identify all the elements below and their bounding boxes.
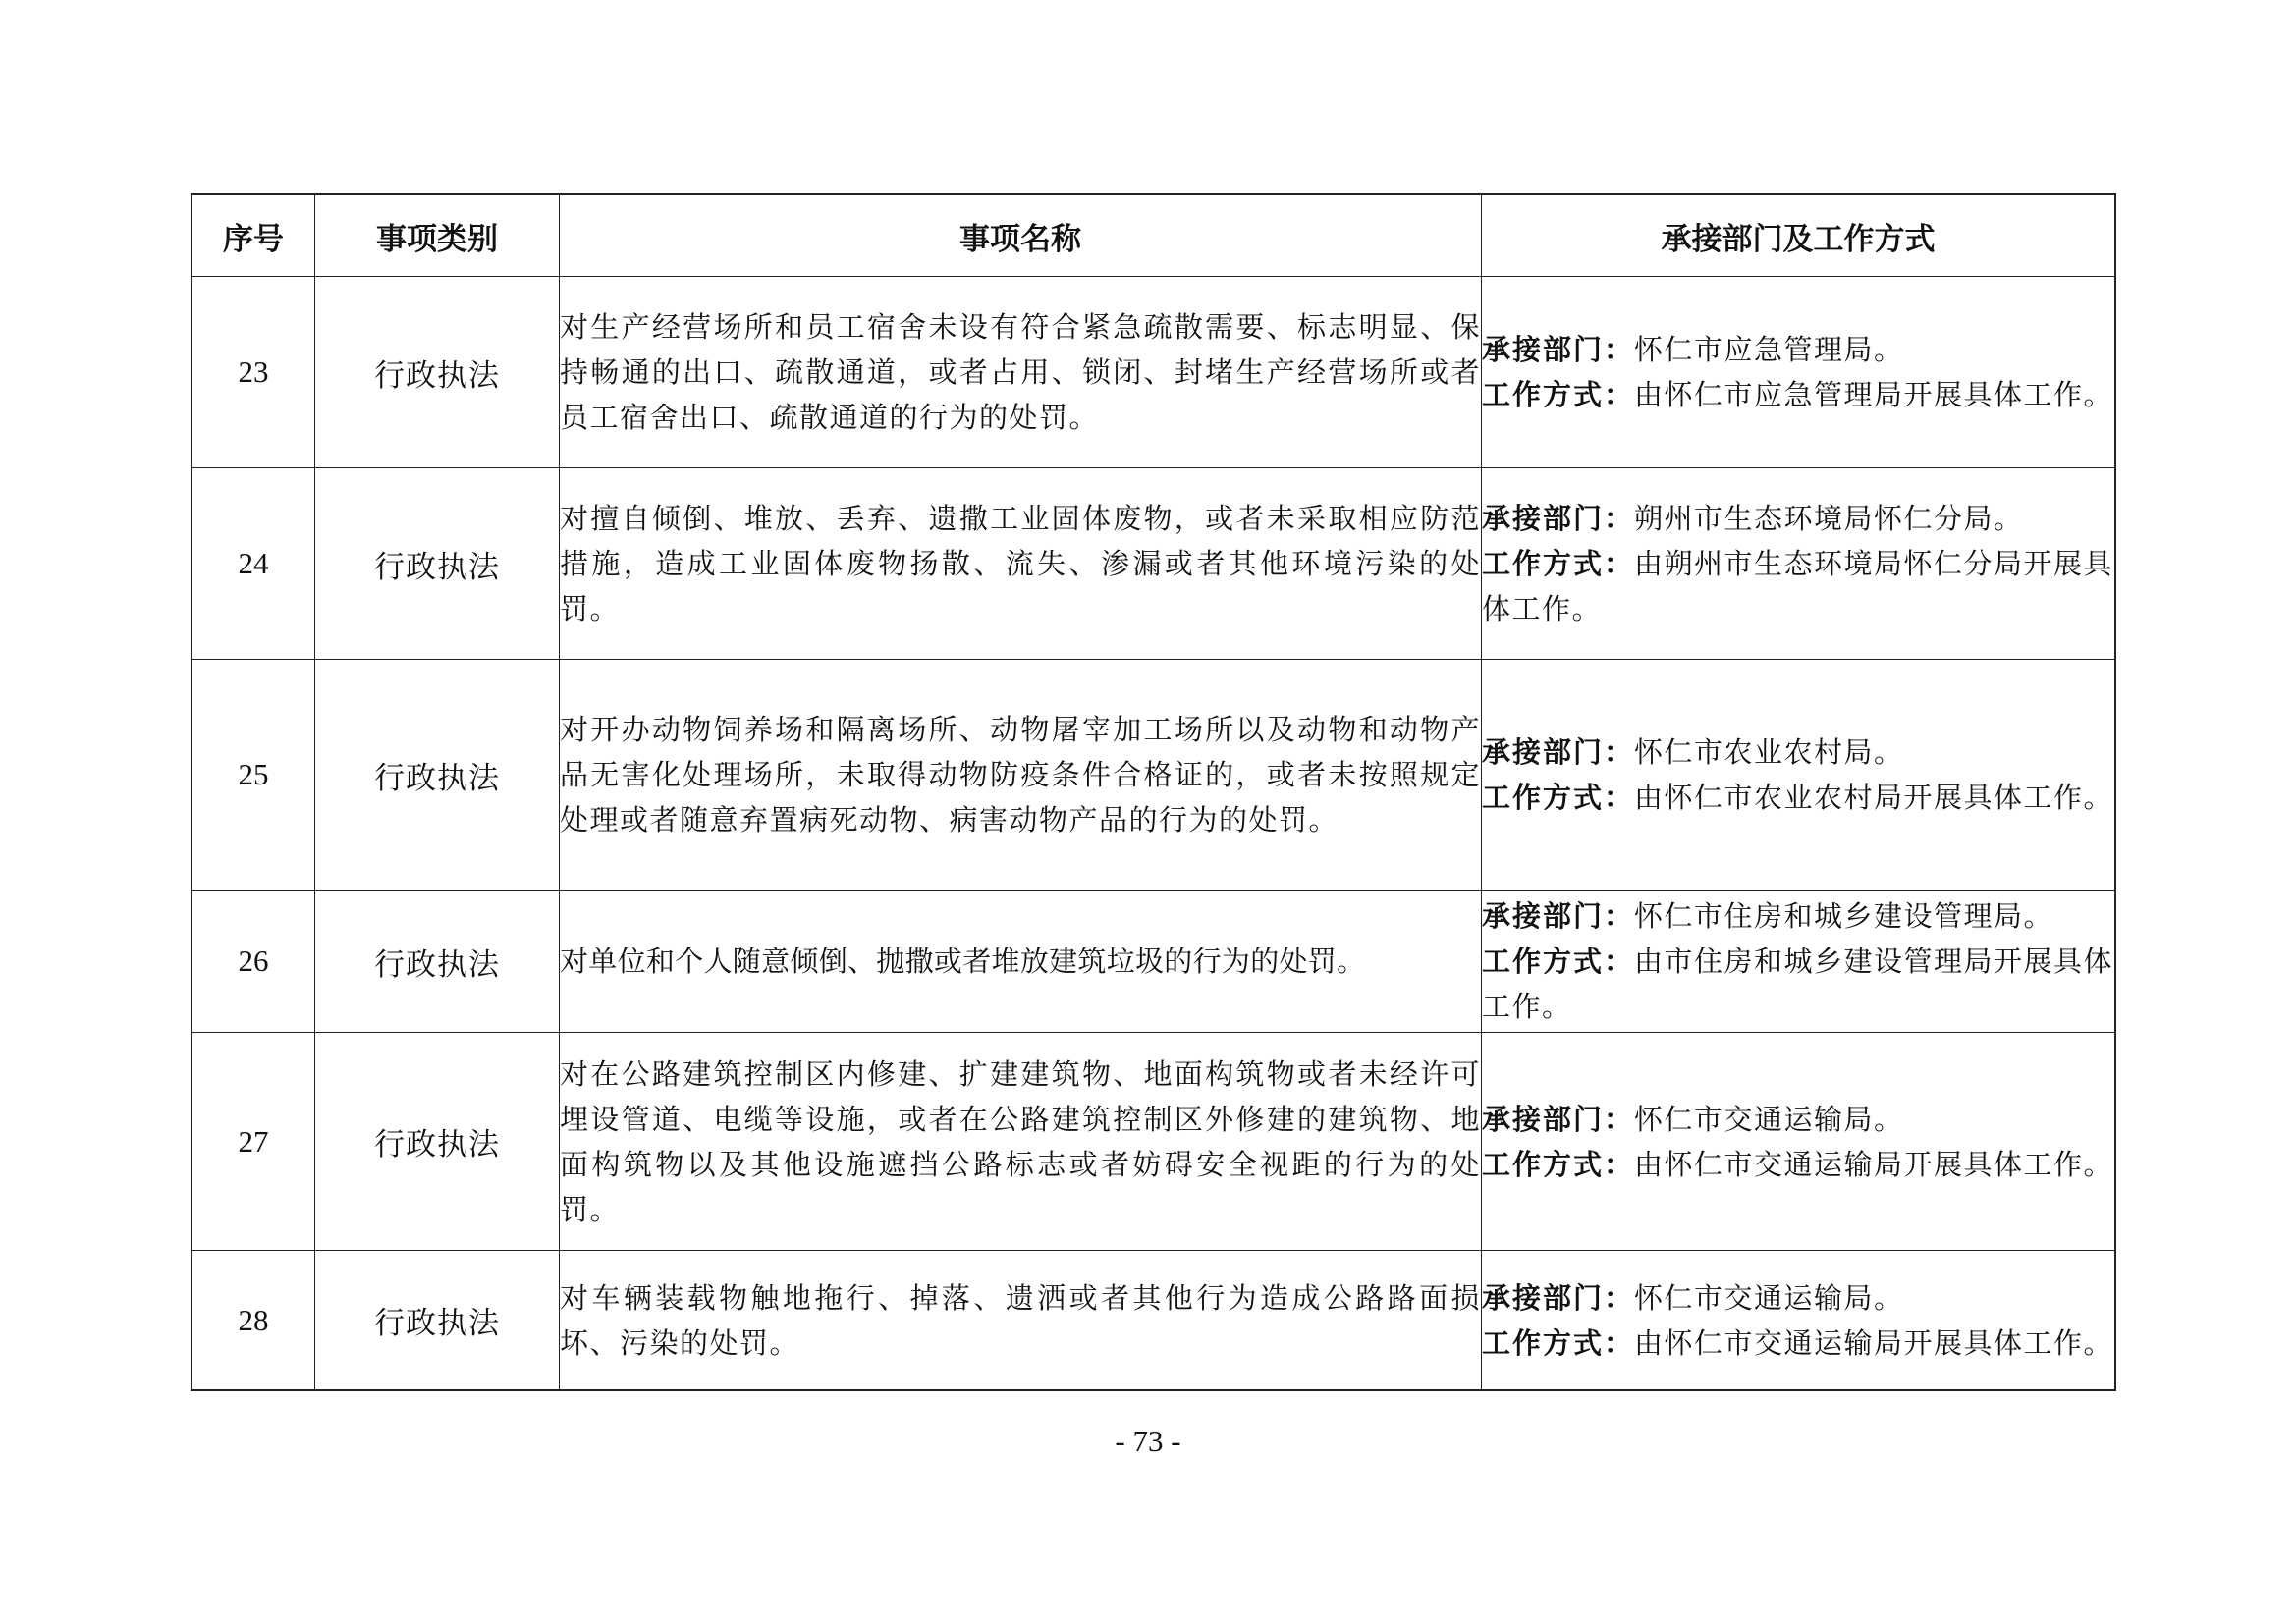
header-dept: 承接部门及工作方式 — [1482, 195, 2115, 277]
dept-value: 怀仁市应急管理局。 — [1634, 333, 1904, 366]
row-dept-cell — [1482, 660, 2115, 891]
dept-label: 承接部门： — [1482, 735, 1635, 769]
method-value: 由怀仁市农业农村局开展具体工作。 — [1634, 781, 2114, 814]
dept-label: 承接部门： — [1482, 1280, 1635, 1315]
method-value: 由怀仁市交通运输局开展具体工作。 — [1634, 1147, 2114, 1181]
row-category: 行政执法 — [315, 277, 560, 468]
method-label: 工作方式： — [1482, 1147, 1635, 1181]
table-row — [192, 891, 2115, 1033]
dept-label: 承接部门： — [1482, 502, 1635, 535]
dept-value: 朔州市生态环境局怀仁分局。 — [1634, 502, 2024, 535]
dept-value: 怀仁市农业农村局。 — [1634, 735, 1904, 769]
row-dept-cell — [1482, 277, 2115, 468]
dept-label: 承接部门： — [1482, 899, 1635, 933]
row-dept-cell — [1482, 1033, 2115, 1251]
method-value: 由朔州市生态环境局怀仁分局开展具体工作。 — [1482, 547, 2114, 625]
row-name: 对生产经营场所和员工宿舍未设有符合紧急疏散需要、标志明显、保持畅通的出口、疏散通道，或者占用、锁闭、封堵生产经营场所或者员工宿舍出口、疏散通道的行为的处罚。 — [560, 277, 1482, 468]
dept-label: 承接部门： — [1482, 1102, 1635, 1136]
row-name: 对在公路建筑控制区内修建、扩建建筑物、地面构筑物或者未经许可埋设管道、电缆等设施，或者在公路建筑控制区外修建的建筑物、地面构筑物以及其他设施遮挡公路标志或者妨碍安全视距的行为的处罚。 — [560, 1033, 1482, 1251]
header-name: 事项名称 — [560, 195, 1482, 277]
table-row — [192, 660, 2115, 891]
row-seq: 24 — [192, 468, 315, 660]
header-seq: 序号 — [192, 195, 315, 277]
table-header-row — [192, 195, 2115, 277]
dept-label: 承接部门： — [1482, 333, 1635, 366]
row-dept-cell — [1482, 891, 2115, 1033]
row-category: 行政执法 — [315, 1251, 560, 1390]
items-table — [191, 194, 2115, 1390]
page-number: - 73 - — [1115, 1424, 1181, 1458]
row-category: 行政执法 — [315, 660, 560, 891]
row-name: 对擅自倾倒、堆放、丢弃、遗撒工业固体废物，或者未采取相应防范措施，造成工业固体废物扬散、流失、渗漏或者其他环境污染的处罚。 — [560, 468, 1482, 660]
row-name: 对车辆装载物触地拖行、掉落、遗洒或者其他行为造成公路路面损坏、污染的处罚。 — [560, 1251, 1482, 1390]
header-category: 事项类别 — [315, 195, 560, 277]
method-label: 工作方式： — [1482, 378, 1635, 411]
table-row — [192, 277, 2115, 468]
row-seq: 25 — [192, 660, 315, 891]
dept-value: 怀仁市交通运输局。 — [1634, 1280, 1904, 1315]
row-name: 对单位和个人随意倾倒、抛撒或者堆放建筑垃圾的行为的处罚。 — [560, 891, 1482, 1033]
table-row — [192, 468, 2115, 660]
row-dept-cell — [1482, 468, 2115, 660]
row-category: 行政执法 — [315, 468, 560, 660]
method-label: 工作方式： — [1482, 547, 1635, 580]
table-row — [192, 1033, 2115, 1251]
row-name: 对开办动物饲养场和隔离场所、动物屠宰加工场所以及动物和动物产品无害化处理场所，未取得动物防疫条件合格证的，或者未按照规定处理或者随意弃置病死动物、病害动物产品的行为的处罚。 — [560, 660, 1482, 891]
method-value: 由怀仁市交通运输局开展具体工作。 — [1634, 1325, 2114, 1360]
method-value: 由怀仁市应急管理局开展具体工作。 — [1634, 378, 2114, 411]
method-label: 工作方式： — [1482, 945, 1635, 978]
method-value: 由市住房和城乡建设管理局开展具体工作。 — [1482, 945, 2114, 1023]
method-label: 工作方式： — [1482, 1325, 1635, 1360]
row-category: 行政执法 — [315, 1033, 560, 1251]
row-seq: 26 — [192, 891, 315, 1033]
table-row — [192, 1251, 2115, 1390]
row-seq: 27 — [192, 1033, 315, 1251]
row-dept-cell — [1482, 1251, 2115, 1390]
method-label: 工作方式： — [1482, 781, 1635, 814]
row-seq: 23 — [192, 277, 315, 468]
row-category: 行政执法 — [315, 891, 560, 1033]
dept-value: 怀仁市住房和城乡建设管理局。 — [1634, 899, 2054, 933]
row-seq: 28 — [192, 1251, 315, 1390]
dept-value: 怀仁市交通运输局。 — [1634, 1102, 1904, 1136]
